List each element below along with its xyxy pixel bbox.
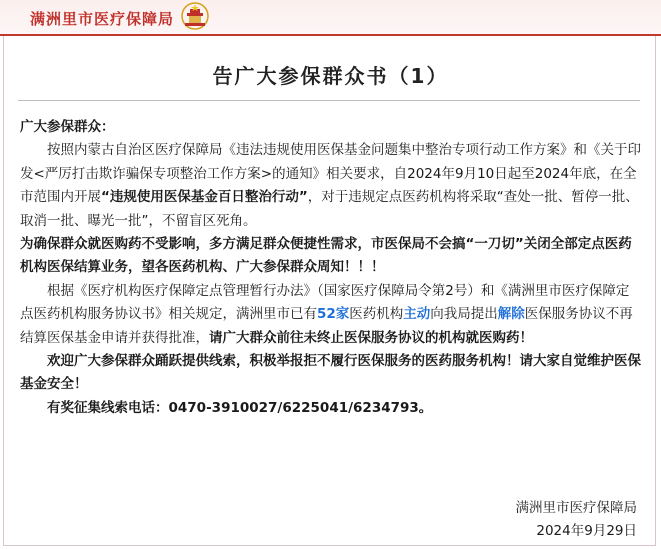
institution-count: 52家 [317, 306, 350, 323]
p3-active-word: 主动 [403, 306, 431, 323]
signature-block [516, 497, 638, 543]
p3-text-b: 医药机构 [349, 306, 404, 323]
p3-text-c: 向我局提出 [430, 306, 498, 323]
p1-campaign-name: “违规使用医保基金百日整治行动” [101, 189, 308, 206]
signature-date: 2024年9月29日 [536, 523, 637, 539]
p3-text-d: 医保服务协议不再结算医保基金申请并获得批准， [20, 306, 633, 346]
header-bar [0, 0, 661, 36]
national-emblem-icon [178, 1, 212, 33]
paragraph-2: 为确保群众就医购药不受影响，多方满足群众便捷性需求，市医保局不会搞“一刀切”关闭全部定点医药机构医保结算业务，望各医药机构、广大参保群众周知！！！ [20, 236, 632, 276]
title-divider [18, 100, 640, 101]
signature-org: 满洲里市医疗保障局 [515, 500, 637, 516]
p3-cancel-word: 解除 [497, 306, 525, 323]
document-body [20, 116, 642, 420]
salutation: 广大参保群众： [20, 119, 115, 135]
p1-text: 按照内蒙古自治区医疗保障局《违法违规使用医保基金问题集中整治专项行动工作方案》和《关于印发<严厉打击欺诈骗保专项整治工作方案>的通知》相关要求，自2024年9月10日起至2024年底，在全市范围内开展 [20, 142, 641, 206]
p1-end-text: ，对于违规定点医药机构将采取“查处一批、暂停一批、取消一批、曝光一批”，不留盲区死角。 [20, 189, 639, 229]
p3-text-a: 根据《医疗机构医疗保障定点管理暂行办法》（国家医疗保障局令第2号）和《满洲里市医疗保障定点医药机构服务协议书》相关规定，满洲里市已有 [20, 282, 630, 323]
paragraph-1 [20, 139, 642, 233]
hotline: 有奖征集线索电话：0470-3910027/6225041/6234793。 [47, 399, 433, 416]
paragraph-3 [20, 280, 642, 350]
p3-bold-notice: 请广大群众前往未终止医保服务协议的机构就医购药！ [209, 329, 533, 346]
document-title: 告广大参保群众书（1） [212, 64, 449, 88]
paragraph-4: 欢迎广大参保群众踊跃提供线索，积极举报拒不履行医保服务的医药服务机构！请大家自觉维护医保基金安全！ [20, 353, 641, 393]
org-name: 满洲里市医疗保障局 [30, 10, 175, 28]
